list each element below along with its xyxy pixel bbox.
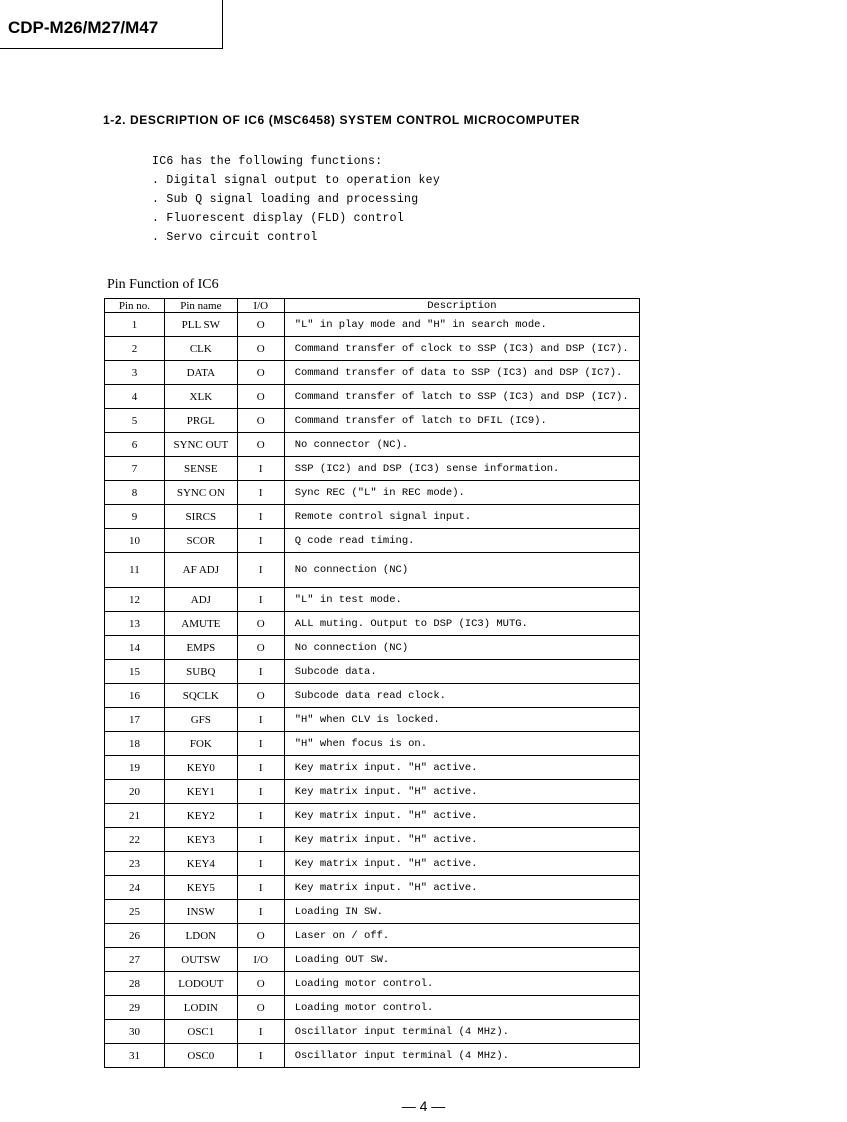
table-row — [105, 457, 640, 481]
pin-name-cell: AMUTE — [164, 612, 237, 636]
pin-number-cell: 8 — [105, 481, 165, 505]
description-cell: Key matrix input. "H" active. — [284, 780, 639, 804]
pin-number-cell: 16 — [105, 684, 165, 708]
table-row — [105, 732, 640, 756]
description-cell: Command transfer of clock to SSP (IC3) and DSP (IC7). — [284, 337, 639, 361]
description-cell: "H" when CLV is locked. — [284, 708, 639, 732]
table-row — [105, 385, 640, 409]
description-cell: No connection (NC) — [284, 636, 639, 660]
pin-number-cell: 22 — [105, 828, 165, 852]
description-cell: Oscillator input terminal (4 MHz). — [284, 1044, 639, 1068]
table-row — [105, 756, 640, 780]
pin-number-cell: 15 — [105, 660, 165, 684]
table-header-row — [105, 299, 640, 313]
io-cell: O — [237, 612, 284, 636]
pin-name-cell: DATA — [164, 361, 237, 385]
io-cell: I — [237, 708, 284, 732]
header-pin-no: Pin no. — [105, 299, 165, 313]
description-cell: "L" in test mode. — [284, 588, 639, 612]
table-row — [105, 433, 640, 457]
io-cell: O — [237, 924, 284, 948]
io-cell: I — [237, 756, 284, 780]
pin-number-cell: 4 — [105, 385, 165, 409]
function-item: . Servo circuit control — [152, 231, 318, 244]
description-cell: Subcode data. — [284, 660, 639, 684]
io-cell: I — [237, 588, 284, 612]
pin-number-cell: 5 — [105, 409, 165, 433]
pin-name-cell: PLL SW — [164, 313, 237, 337]
pin-name-cell: KEY0 — [164, 756, 237, 780]
pin-number-cell: 26 — [105, 924, 165, 948]
pin-number-cell: 2 — [105, 337, 165, 361]
table-row — [105, 804, 640, 828]
pin-number-cell: 31 — [105, 1044, 165, 1068]
io-cell: O — [237, 361, 284, 385]
pin-number-cell: 12 — [105, 588, 165, 612]
pin-number-cell: 9 — [105, 505, 165, 529]
table-row — [105, 361, 640, 385]
page-number: — 4 — — [401, 1098, 446, 1114]
table-body — [105, 313, 640, 1068]
pin-name-cell: LODIN — [164, 996, 237, 1020]
io-cell: O — [237, 433, 284, 457]
pin-name-cell: KEY1 — [164, 780, 237, 804]
pin-number-cell: 13 — [105, 612, 165, 636]
pin-name-cell: KEY3 — [164, 828, 237, 852]
description-cell: Subcode data read clock. — [284, 684, 639, 708]
pin-name-cell: OUTSW — [164, 948, 237, 972]
pin-number-cell: 21 — [105, 804, 165, 828]
table-row — [105, 553, 640, 588]
pin-name-cell: SYNC ON — [164, 481, 237, 505]
io-cell: I — [237, 553, 284, 588]
description-cell: Command transfer of latch to SSP (IC3) and DSP (IC7). — [284, 385, 639, 409]
pin-name-cell: SIRCS — [164, 505, 237, 529]
pin-number-cell: 25 — [105, 900, 165, 924]
pin-name-cell: SYNC OUT — [164, 433, 237, 457]
pin-number-cell: 30 — [105, 1020, 165, 1044]
description-cell: Loading motor control. — [284, 972, 639, 996]
io-cell: O — [237, 996, 284, 1020]
pin-name-cell: XLK — [164, 385, 237, 409]
description-cell: Remote control signal input. — [284, 505, 639, 529]
io-cell: O — [237, 385, 284, 409]
pin-name-cell: KEY5 — [164, 876, 237, 900]
pin-number-cell: 19 — [105, 756, 165, 780]
io-cell: O — [237, 409, 284, 433]
table-row — [105, 852, 640, 876]
pin-number-cell: 3 — [105, 361, 165, 385]
description-cell: Q code read timing. — [284, 529, 639, 553]
description-cell: Loading OUT SW. — [284, 948, 639, 972]
pin-number-cell: 20 — [105, 780, 165, 804]
header-description: Description — [284, 299, 639, 313]
description-cell: Oscillator input terminal (4 MHz). — [284, 1020, 639, 1044]
pin-number-cell: 23 — [105, 852, 165, 876]
section-title: 1-2. DESCRIPTION OF IC6 (MSC6458) SYSTEM CONTROL MICROCOMPUTER — [103, 113, 581, 127]
table-row — [105, 636, 640, 660]
pin-name-cell: ADJ — [164, 588, 237, 612]
intro-lead: IC6 has the following functions: — [152, 155, 383, 168]
pin-number-cell: 18 — [105, 732, 165, 756]
function-item: . Sub Q signal loading and processing — [152, 193, 419, 206]
pin-name-cell: SCOR — [164, 529, 237, 553]
io-cell: O — [237, 337, 284, 361]
pin-name-cell: KEY4 — [164, 852, 237, 876]
description-cell: Key matrix input. "H" active. — [284, 876, 639, 900]
io-cell: I — [237, 1020, 284, 1044]
table-row — [105, 972, 640, 996]
pin-number-cell: 24 — [105, 876, 165, 900]
function-item: . Fluorescent display (FLD) control — [152, 212, 405, 225]
pin-name-cell: EMPS — [164, 636, 237, 660]
pin-name-cell: LODOUT — [164, 972, 237, 996]
io-cell: I — [237, 529, 284, 553]
io-cell: I — [237, 481, 284, 505]
description-cell: SSP (IC2) and DSP (IC3) sense information. — [284, 457, 639, 481]
table-row — [105, 481, 640, 505]
description-cell: Loading IN SW. — [284, 900, 639, 924]
io-cell: O — [237, 313, 284, 337]
io-cell: O — [237, 636, 284, 660]
pin-number-cell: 10 — [105, 529, 165, 553]
table-row — [105, 313, 640, 337]
header-pin-name: Pin name — [164, 299, 237, 313]
pin-name-cell: FOK — [164, 732, 237, 756]
table-row — [105, 828, 640, 852]
io-cell: I/O — [237, 948, 284, 972]
table-row — [105, 337, 640, 361]
table-row — [105, 409, 640, 433]
io-cell: I — [237, 505, 284, 529]
table-row — [105, 529, 640, 553]
pin-name-cell: SENSE — [164, 457, 237, 481]
pin-number-cell: 1 — [105, 313, 165, 337]
function-item: . Digital signal output to operation key — [152, 174, 441, 187]
io-cell: I — [237, 732, 284, 756]
description-cell: No connection (NC) — [284, 553, 639, 588]
table-row — [105, 1044, 640, 1068]
pin-number-cell: 27 — [105, 948, 165, 972]
pin-number-cell: 14 — [105, 636, 165, 660]
description-cell: Laser on / off. — [284, 924, 639, 948]
pin-number-cell: 11 — [105, 553, 165, 588]
header-io: I/O — [237, 299, 284, 313]
io-cell: I — [237, 1044, 284, 1068]
description-cell: Loading motor control. — [284, 996, 639, 1020]
description-cell: Key matrix input. "H" active. — [284, 828, 639, 852]
table-row — [105, 660, 640, 684]
table-row — [105, 924, 640, 948]
table-row — [105, 996, 640, 1020]
pin-name-cell: INSW — [164, 900, 237, 924]
description-cell: Command transfer of latch to DFIL (IC9). — [284, 409, 639, 433]
table-row — [105, 948, 640, 972]
pin-name-cell: AF ADJ — [164, 553, 237, 588]
pin-name-cell: OSC1 — [164, 1020, 237, 1044]
table-caption: Pin Function of IC6 — [107, 277, 219, 292]
pin-name-cell: SUBQ — [164, 660, 237, 684]
io-cell: I — [237, 852, 284, 876]
pin-number-cell: 28 — [105, 972, 165, 996]
description-cell: "H" when focus is on. — [284, 732, 639, 756]
header-rule-horizontal — [0, 48, 222, 49]
table-row — [105, 708, 640, 732]
description-cell: Sync REC ("L" in REC mode). — [284, 481, 639, 505]
description-cell: Key matrix input. "H" active. — [284, 852, 639, 876]
header-rule-vertical — [222, 0, 223, 49]
io-cell: I — [237, 660, 284, 684]
io-cell: O — [237, 684, 284, 708]
table-row — [105, 1020, 640, 1044]
description-cell: ALL muting. Output to DSP (IC3) MUTG. — [284, 612, 639, 636]
pin-function-table — [104, 298, 640, 1068]
table-row — [105, 505, 640, 529]
intro-block — [152, 152, 440, 247]
io-cell: I — [237, 876, 284, 900]
pin-number-cell: 29 — [105, 996, 165, 1020]
io-cell: I — [237, 828, 284, 852]
table-row — [105, 612, 640, 636]
table-row — [105, 900, 640, 924]
io-cell: O — [237, 972, 284, 996]
pin-name-cell: OSC0 — [164, 1044, 237, 1068]
pin-name-cell: KEY2 — [164, 804, 237, 828]
description-cell: Key matrix input. "H" active. — [284, 804, 639, 828]
description-cell: Command transfer of data to SSP (IC3) and DSP (IC7). — [284, 361, 639, 385]
pin-number-cell: 6 — [105, 433, 165, 457]
io-cell: I — [237, 804, 284, 828]
table-row — [105, 780, 640, 804]
pin-name-cell: LDON — [164, 924, 237, 948]
table-row — [105, 876, 640, 900]
model-number: CDP-M26/M27/M47 — [8, 18, 159, 37]
io-cell: I — [237, 457, 284, 481]
io-cell: I — [237, 900, 284, 924]
io-cell: I — [237, 780, 284, 804]
pin-name-cell: GFS — [164, 708, 237, 732]
pin-name-cell: PRGL — [164, 409, 237, 433]
pin-number-cell: 7 — [105, 457, 165, 481]
description-cell: Key matrix input. "H" active. — [284, 756, 639, 780]
pin-name-cell: CLK — [164, 337, 237, 361]
table-row — [105, 588, 640, 612]
table-row — [105, 684, 640, 708]
description-cell: No connector (NC). — [284, 433, 639, 457]
pin-name-cell: SQCLK — [164, 684, 237, 708]
pin-number-cell: 17 — [105, 708, 165, 732]
description-cell: "L" in play mode and "H" in search mode. — [284, 313, 639, 337]
